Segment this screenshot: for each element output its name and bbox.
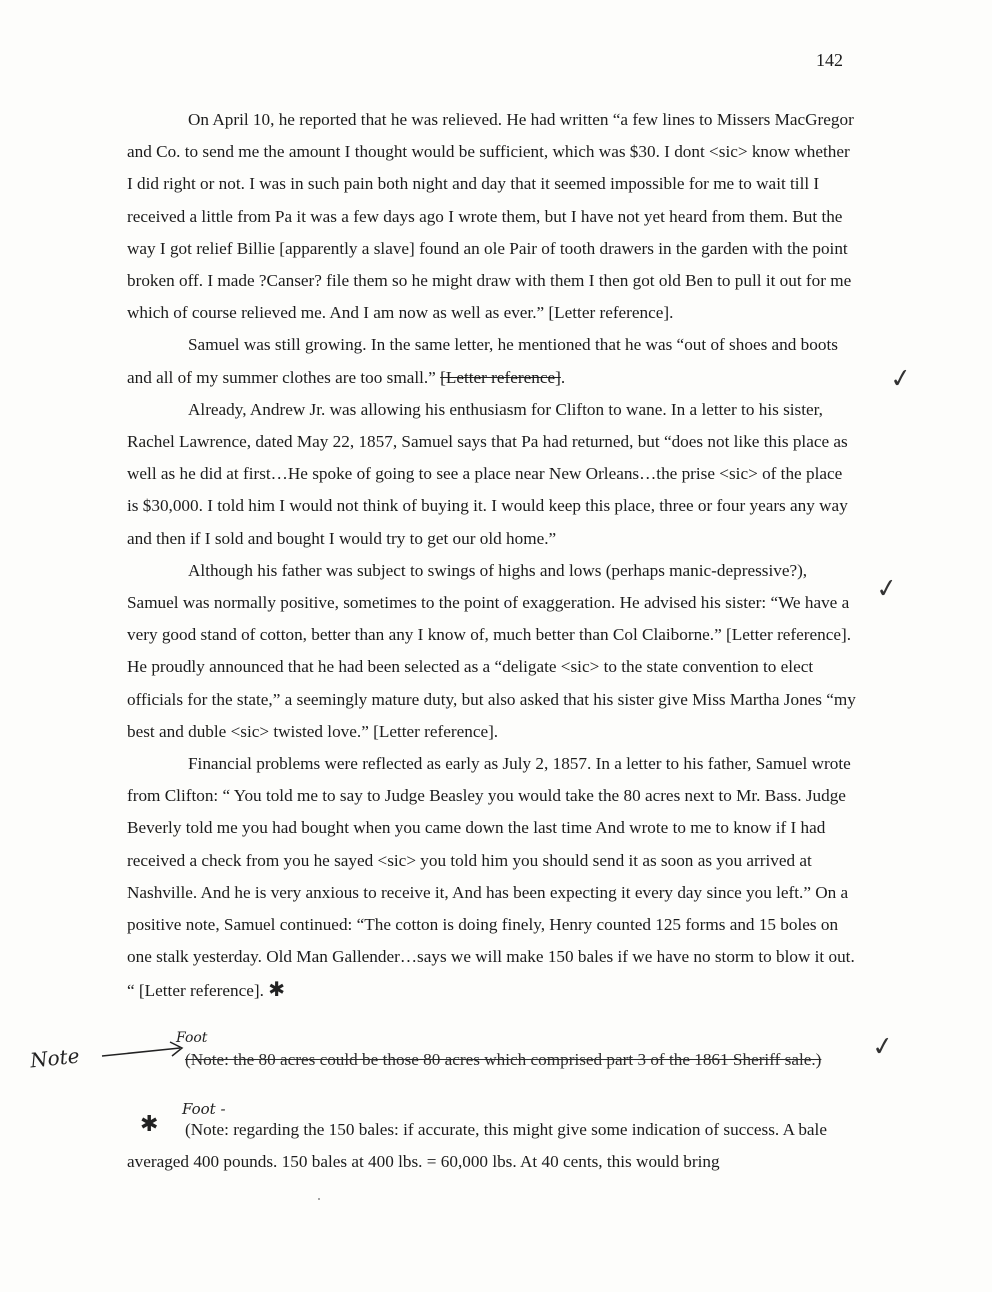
paragraph-4: Although his father was subject to swings of highs and lows (perhaps manic-depressive?), Samuel was normally positive, sometimes to the point of exaggeration. He advised his sister: “We have a very good stand of cotton, better than any I know of, much better than Col Claiborne.” [Letter reference]. He proudly announced that he had been selected as a “deligate <sic> to the state convention to elect officials for the state,” a seemingly mature duty, but also asked that his sister give Miss Martha Jones “my best and duble <sic> twisted love.” [Letter reference]. <box>127 560 856 741</box>
check-mark-3: ✓ <box>870 1030 896 1064</box>
second-note: (Note: regarding the 150 bales: if accurate, this might give some indication of success. A bale averaged 400 pounds. 150 bales at 400 lbs. = 60,000 lbs. At 40 cents, this would bring <box>127 1120 827 1172</box>
stray-mark <box>318 1198 320 1200</box>
paragraph-3: Already, Andrew Jr. was allowing his enthusiasm for Clifton to wane. In a letter to his sister, Rachel Lawrence, dated May 22, 1857, Samuel says that Pa had returned, but “does not like this place as well as he did at first…He spoke of going to see a place near New Orleans…the prise <sic> of the place is $30,000. I told him I would not think of buying it. I would keep this place, three or four years any way and then if I sold and bought I would try to get our old home.” <box>127 399 848 548</box>
paragraph-5-text: Financial problems were reflected as early as July 2, 1857. In a letter to his father, Samuel wrote from Clifton: “ You told me to say to Judge Beasley you would take the 80 acres next to Mr. Bass. Judge Beverly told me you had bought when you came down the last time And wrote to me to know if I had received a check from you he sayed <sic> you told him you should send it as soon as you arrived at Nashville. And he is very anxious to receive it, And has been expecting it every day since you left.” On a positive note, Samuel continued: “The cotton is doing finely, Henry counted 125 forms and 15 boles on one stalk yesterday. Old Man Gallender…says we will make 150 bales if we have no storm to blow it out. “ [Letter reference]. <box>127 754 855 1001</box>
check-mark-1: ✓ <box>888 362 914 396</box>
struck-note-text: (Note: the 80 acres could be those 80 acres which comprised part 3 of the 1861 Sheriff sale.) <box>185 1050 822 1069</box>
struck-note <box>185 1044 845 1076</box>
paragraph-2 <box>127 329 857 393</box>
paragraph-2-end: . <box>560 367 566 387</box>
body-text <box>127 104 857 1008</box>
check-mark-2: ✓ <box>874 572 900 606</box>
asterisk-mark: ✱ <box>268 977 285 1002</box>
paragraph-2-text: Samuel was still growing. In the same letter, he mentioned that he was “out of shoes and boots and all of my summer clothes are too small.” <box>127 335 838 387</box>
paragraph-1: On April 10, he reported that he was relieved. He had written “a few lines to Missers MacGregor and Co. to send me the amount I thought would be sufficient, which was $30. I dont <sic> know whether I did right or not. I was in such pain both night and day that it seemed impossible for me to wait till I received a little from Pa it was a few days ago I wrote them, but I have not yet heard from them. But the way I got relief Billie [apparently a slave] found an ole Pair of tooth drawers in the garden with the point broken off. I made ?Canser? file them so he might draw with them I then got old Ben to pull it out for me which of course relieved me. And I am now as well as ever.” [Letter reference]. <box>127 110 854 323</box>
handwritten-foot-label-2: Foot - <box>182 1100 226 1118</box>
struck-reference: [Letter reference] <box>440 367 561 387</box>
paragraph-5 <box>127 748 857 1008</box>
handwritten-margin-note: Note <box>28 1043 81 1073</box>
handwritten-foot-label-1: Foot <box>176 1030 208 1046</box>
asterisk-mark-2: ✱ <box>140 1112 159 1137</box>
page-number: 142 <box>816 50 843 70</box>
